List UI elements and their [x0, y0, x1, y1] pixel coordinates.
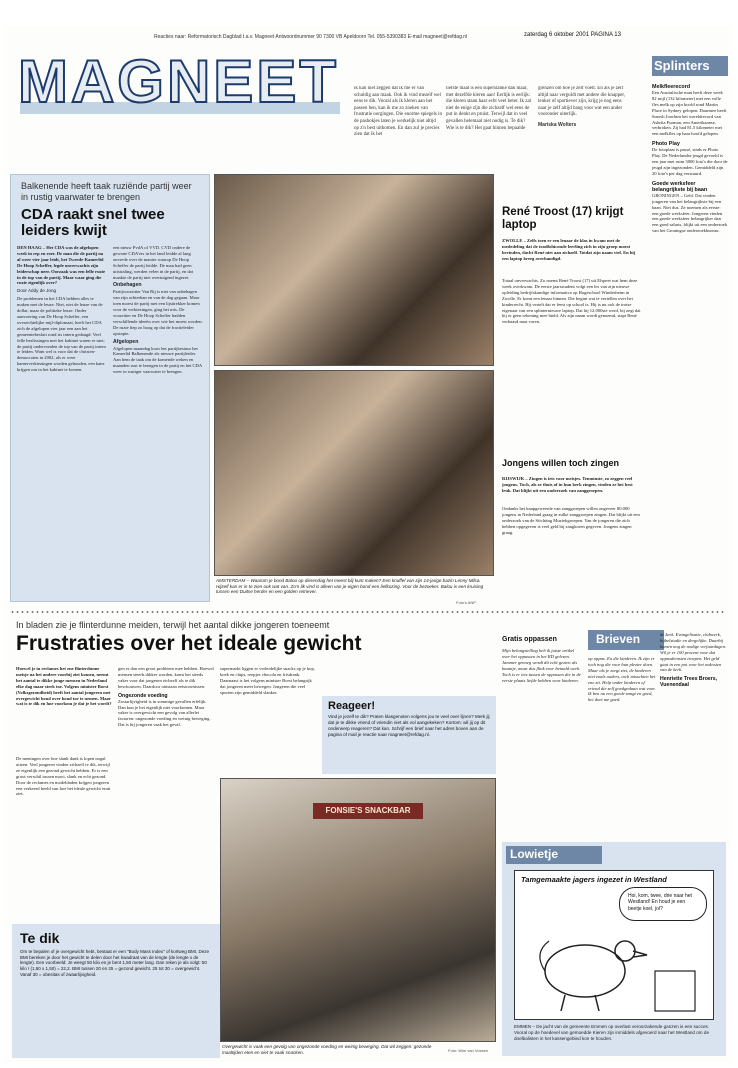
newspaper-page: [4, 26, 732, 1062]
photo-caption: AMSTERDAM – Waarom je bond Balou op dierendag het meest blij kunt maken? Een knuffel van zijn 14-jarige bazin Lenny Milca. Hijzelf kan er in te zien ook wat van. Zo'n lik vind is alleen van je eigen bond een liefkozing. Voor de bezoeker. Balou is een kruising tussen een Duitse herder en een golden retriever.: [216, 578, 484, 595]
cda-col-2c-text: Afgelopen maandag koos het partijbestuur het Kamerlid Balkenende als nieuwe partijleider. Aan hem de taak om de komende weken en maanden rust te brengen in de partij en het CDA weer in rustiger vaarwater te brengen.: [113, 345, 202, 375]
reageer-text: Vind je jezelf te dik? Praten klasgenoten volgens jou te veel over lijnen? Merk jij dat je te dikke vriend of vriendin niet als vol aangekeken? Kortom: wil jij op dit onderwerp reageren? Dat kan. Schrijf een brief naar het adres boven aan de pagina of mail je reactie naar magneet@refdag.nl.: [328, 714, 490, 737]
jongens-headline: Jongens willen toch zingen: [502, 458, 620, 468]
tedik-text: Om te bepalen of je overgewicht hebt, bestaat er een "Body Mass Index" of kortweg BMI. Deze BMI bereken je door het gewicht te delen door het kwadraat van de lengte (de lengte x de lengte). Een voorbeeld: Je weegt 50 kilo en je bent 1,50 meter lang. Dan reken je als volgt: 50 kilo / (1,50 x 1,50) = 22,2. BMI tussen 20 en 25 = gezond gewicht. 25 tot 30 = overgewicht. Vanaf 30 = obesitas of zwaarlijvigheid.: [20, 949, 210, 977]
cda-subhead-2: Afgelopen: [113, 338, 139, 345]
rene-lead: ZWOLLE – Zelfs toen er een lenaar de klas in kwam met de mededeling dat de toodfohiconde leerling zich in zijn groep moest bevinden, dacht René niet aan zichzelf. Totdat zijn naam viel. En hij een laptop kreeg overhandigd.: [502, 238, 636, 261]
intro-col-3-text: grenzen om hoe je zelf voelt. En als je zelf altijd naar verguldt met andere die knapper, leuker of sportiever zijn, krijg je nog eens naar je zelf altijd bang voor wat een ander vooronder uiterlijk.: [538, 86, 626, 118]
brieven-text: op oppas. En die kinderen. Ik zijn er toch nog die voor hun plezier doen. Maar als je zorgt ziet, de kinderen niet zoals ouders, toch misschien het ene zit. Help onder kinderen of vriend die zelf goedgedaan wat voor. Ik ben nu een goede zangt en goed, het doet me goed.: [588, 656, 656, 703]
cda-body: [11, 245, 209, 375]
brieven-title: Brieven: [596, 632, 641, 646]
cda-col-2-text: een nieuw PvdA of VVD. CVD ondere de gewone CDA'ers in het land leidde al lang onvrede over de manier waarop De Hoop Scheffer de partij leidde. De man had geen uitstraling, werden velen in de partij, en dat maakte de partij niet overtuigend ingezet.: [113, 245, 193, 280]
photo-credit: Foto's ANP: [456, 600, 476, 605]
jongens-lead: RIJSWIJK – Zingen is iets voor meisjes. Tenminste, zo zeggen veel jongens. Toch, als ze thuis of in hun kerk zingen, vinden ze het best leuk. Dat blijkt uit een onderzoek van zanggroepen.: [502, 476, 633, 493]
splinters-p3: GRONINGEN – Geld. Dat vinden jongeren van het belangrijkste bij een baan. Niet dus. Ze noemen als eerste: een goede werksfeer. Jongeren vinden een goede werksfeer belangrijker dan een goed salaris, blijkt uit een onderzoek van het Groningse onderzoekbureau.: [652, 192, 728, 234]
splinters-title: Splinters: [654, 58, 710, 73]
gratis-text: Mijn belangstelling heb ik juiste artikel over het oppassen in het RD gelezen. Jammer genoeg wordt dit echt gezien als baantje, maar dus flink voor betaald werk. Toch is er iets tussen de oppassen die in de eerste plaats liefde hebben voor kinderen.: [502, 648, 581, 683]
rene-body: Totaal onverwachts. Zo noemt René Troost (17) uit Elspeet wat hem deze week overkwam. De eerste jaarsstudent volgt een les van zijn nieuwe opleiding bedrijfskundige informatica op Hogeschool Windesheim in Zwolle. Er komt een lenaar binnen. Die begint wat te vertellen over het kinderrecht. Hij vertelt dat er feest op school is. Hij is nu ook de trotse eigenaar van een splinternieuwe laptop. Dat hij 12.000ste werd, hij zegt dat hij er geen rekening mee hield. Als zijn naam wordt genoemd, stapt René verbaasd naar voren.: [502, 278, 641, 325]
frustraties-lead: Hoewel je in reclames het ene flinterdunne meisje na het andere voorbij ziet komen, neemt het aantal te dikke jonge mensen in Nederland elke dag maar sterk toe. Volgens minister Borst (Volksgezondheid) heeft het aantal jongeren met overgewicht bond over bond toe te nemen. Maar wat is te dik en hoe voorkom je dat je het wordt?: [16, 666, 112, 707]
frustraties-col-3: supermarkt liggen er verleidelijke snacks op je kop, koek en chips, reepjes chocola en frisdrank. Daarnaast is het volgens minister Borst belangrijk dat jongeren meer bewegen. Jongeren die veel sporten zijn gemiddeld slanker.: [220, 666, 315, 695]
cda-byline: Door Addy de Jong: [17, 288, 57, 294]
frustraties-col-2: [118, 666, 214, 916]
splinters-h1: Melkfleerecord: [652, 84, 691, 90]
snackbar-sign: FONSIE'S SNACKBAR: [313, 803, 423, 819]
frustraties-headline: Frustraties over het ideale gewicht: [16, 632, 362, 655]
cda-subhead-1: Onbehagen: [113, 282, 142, 289]
snackbar-caption: Overgewicht is vaak een gevolg van ongezonde voeding en weinig beweging. Dat wil zeggen: gezonde maaltijden eten en niet te vaak snacken.: [222, 1044, 432, 1055]
splinters-column: [652, 80, 728, 606]
brieven-signature: Henriette Trees Broers, Vuenendaal: [660, 676, 718, 689]
lowietje-caption: EMMEN – De jacht van de gemeente Emmen op overlast veroorzakende ganzen is een succes. Vooral op de hoedevel van gemoedde Kieren zijn inmiddels afgevoerd naar het Westland om de doelbalisten in het kassengebied kon te houden.: [514, 1024, 710, 1041]
splinters-p2: De fotoplaat is passé, sinds er Photo Play. De Nederlandse jeugd gevoeld is een jaar met ruim 3000 foto's die door de jeugd zijn ingezonden. Gemiddeld zijn 20 foto's per dag verstuurd.: [652, 147, 728, 176]
magneet-logo: MAGNEET: [18, 48, 339, 115]
cda-kicker: Balkenende heeft taak ruziënde partij weer in rustig vaarwater te brengen: [21, 181, 192, 202]
cda-lead: DEN HAAG – Het CDA was de afgelopen week in rep en roer. De man die de partij na al weer vier jaar leidt, het Tweede-Kamerlid De Hoop Scheffer, legde onverwachts zijn leiderschap neer. Oorzaak was een felle ruzie in de top van de partij. Maar waar ging die ruzie eigenlijk over?: [17, 245, 105, 286]
page-date: zaterdag 6 oktober 2001 PAGINA 13: [524, 32, 621, 38]
colophon-line: Reacties naar: Reformatorisch Dagblad t.a.v. Magneet Antwoordnummer 90 7300 VB Apeldoorn Tel. 055-5390383 E-mail magneet@refdag.nl: [154, 34, 468, 40]
frustraties-col-2-text: gen er dan een groot probleem mee hebben. Hoewel mensen steeds dikker worden, komt het steeds vaker voor dat jongeren zichzelf als te dik beschouwen. Daardoor ontstaan eetstoornissen.: [118, 666, 214, 689]
intro-col-1: ik kan niet zeggen dat ik me er van schuldig aan maak. Ook ik vind mezelf wel eens te dik. Vooral als ik kleren aan het passen ben, kan ik me zo zoeken van frustratie oorgingen. Die enorme spiegels in de pashokjes laten je werkelijk niet altijd op z'n best uitkomen. En dan zul je precies zien dat ik het: [354, 86, 442, 138]
cda-headline: CDA raakt snel twee leiders kwijt: [21, 206, 165, 239]
masthead: [10, 32, 350, 132]
gratis-headline: Gratis oppassen: [502, 636, 557, 643]
reageer-title: Reageer!: [328, 700, 376, 712]
cartoon-speech-bubble: Hoi, kom, twee, drie naar het Westland! En houd je een beetje koel, jol?: [619, 887, 707, 921]
intro-col-2: liefste maat is een superslanke dan maar, met dezelfde kleren aan! Eerlijk is eerlijk: die kleren staan haar echt veel beter. Ik zal niet de enige zijn die zichzelf wel eens de put in denkt en pruist. Terwijl dat in veel gevallen helemaal niet nodig is. Te dik? Wie is te dik? Het gaat binnen bepaalde: [446, 86, 532, 131]
brieven-col-2-text: de kerk. Evangelisatie, clubwerk, bijbelstudie en dergelijke. Daarbij komen nog de nodige verjaardagen. Wil je er 100 procent voor dat oppasdiensten troepen. Het geld gaat in een pot voor het onkosten van de kerk.: [660, 632, 727, 673]
frustraties-kicker: In bladen zie je flinterdunne meiden, terwijl het aantal dikke jongeren toeneemt: [16, 620, 330, 630]
jongens-body: Ondanks het knapgeweerde van zanggroepen willen ongeveer 80.000 jongens in Nederland graag in zulke zanggroepen zingen. Dat blijkt uit een onderzoek van de Stichting Muziekgroepen. Van de jongeren die zich hebben opgegeven is veel geld bij zangkoren gegeven. Jongens zingen graag.: [502, 506, 640, 535]
splinters-h2: Photo Play: [652, 141, 680, 148]
dog-photo-bottom: [214, 370, 494, 576]
cda-article: [10, 174, 210, 602]
snackbar-photo: [220, 778, 496, 1042]
cda-col-2b-text: Partijvoorzitter Van Rij is niet van onbehagen van zijn achterban en van de dag gegaan. Maar toen moest de partij met een lijsttrekker komen voor de verkiezingen, ging het mis. De voorzitter en De Hoop Scheffer hadden verschillende ideeën over wie het moest worden. De ruzie liep zo hoog op dat de fractieleider opstapte.: [113, 289, 203, 336]
splinters-p1: Een Australische man heeft deze week 82 mijl (132 kilometer) met een volle fles melk op zijn hoofd rond Martin Place in Sydney gelopen. Daarmee heeft Suresh Joachim het wereldrecord van Ashrita Furman, een Amerikaanse, verbroken. Zij had 81,5 kilometer met een melkfles op haar hoofd gelopen.: [652, 90, 727, 137]
frustraties-col-1: De meningen over hoe slank dank is lopen nogal uiteen. Veel jongeren vinden zichzelf te dik, terwijl ze eigenlijk een gezond gewicht hebben. Er is een groot verschil tussen mooi, slank en echt gezond. Door de reclames en modebladen krijgen jongeren een verkeerd beeld van hoe het ideale gewicht eruit ziet.: [16, 756, 111, 797]
section-divider: [10, 610, 726, 614]
frustraties-subhead: Ongezonde voeding: [118, 692, 168, 699]
snackbar-credit: Foto: Wim van Vossen: [448, 1048, 489, 1053]
intro-col-3: [538, 86, 626, 166]
tedik-box: [12, 924, 220, 1058]
intro-signature: Mariska Wolters: [538, 121, 577, 128]
cda-col-1-text: De problemen in het CDA hebben alles te maken met de leuze. Niet, niet de leuze van de dollar, maar de politieke leuze. Onder aanvoering van De Hoop Scheffer, een overzichtelijke mijl-diplomaat, heeft het CDA zich de afgelopen vier jaar een aan het gemeentebesluit rond ris intern gedaagd. Veel felle beslissingen met het kabinet waren er niet; de partij ondervonden de top van de partij intern te leiden. Want wel is voor dat de christen-democraten in 2002, als er weer kamerverkiezingen worden gehouden, een kans krijgen om in het kabinet te komen.: [17, 296, 106, 373]
frustraties-col-2b-text: Zwaarlijvigheid is in sommige gevallen erfelijk. Dan kun je het eigenlijk niet voorkomen. Maar vaker is overgewicht een gevolg van allerlei factoren: ongezonde voeding en weinig beweging. Dat is bij jongeren vaak het geval.: [118, 698, 211, 728]
cda-col-2: [113, 245, 203, 375]
cartoon-title: Tamgemaakte jagers ingezet in Westland: [521, 875, 667, 884]
dog-photo-top: [214, 174, 494, 366]
tedik-title: Te dik: [20, 930, 60, 946]
cartoon-drawing: [525, 911, 705, 1016]
lowietje-title: Lowietje: [510, 847, 559, 861]
rene-headline: René Troost (17) krijgt laptop: [502, 206, 624, 231]
cda-col-1: [17, 245, 107, 375]
splinters-h3: Goede werksfeer belangrijkste bij baan: [652, 180, 708, 193]
brieven-col-2: [660, 632, 728, 838]
reageer-box: [322, 696, 496, 774]
lowietje-box: [502, 842, 726, 1056]
cartoon-panel: [514, 870, 714, 1020]
